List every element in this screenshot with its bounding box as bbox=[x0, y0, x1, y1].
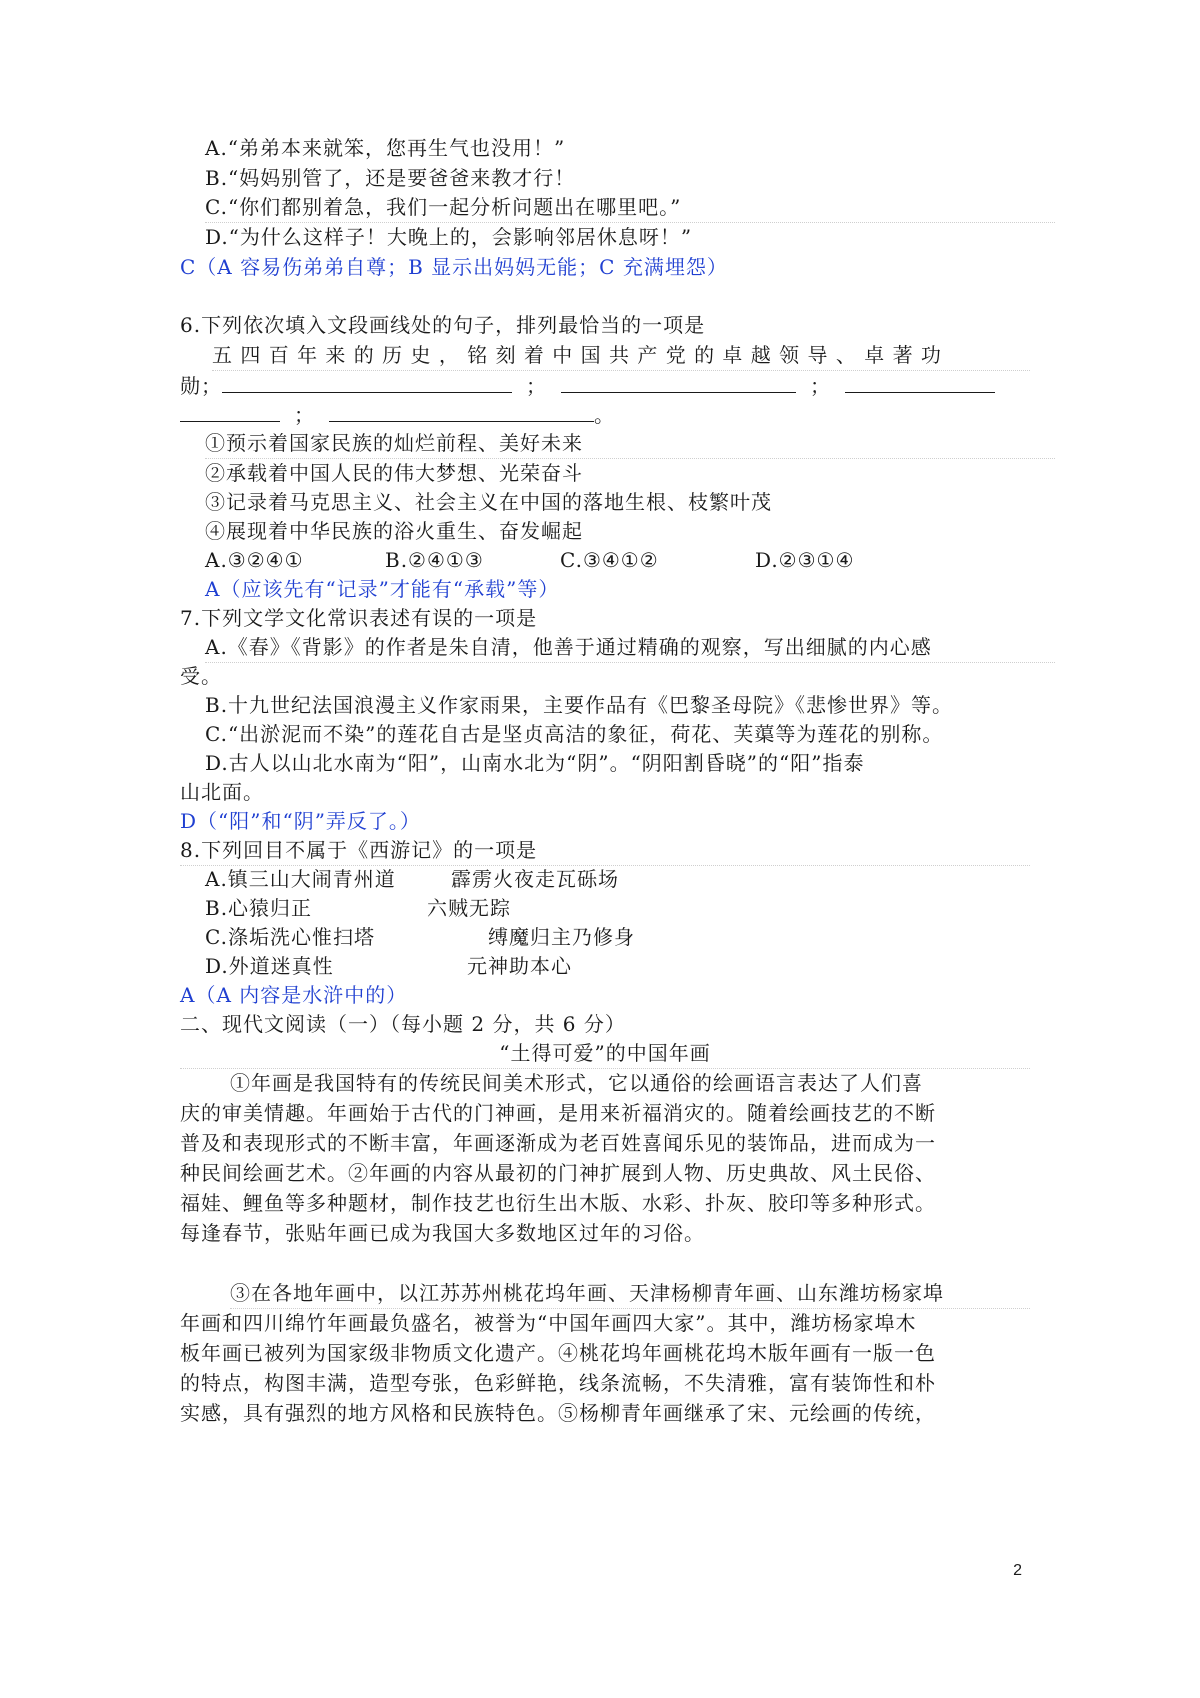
q6-blank-1 bbox=[222, 370, 512, 393]
paragraph2-line2: 年画和四川绵竹年画最负盛名，被誉为“中国年画四大家”。其中，潍坊杨家埠木 bbox=[180, 1311, 917, 1335]
q6-item-2: ②承载着中国人民的伟大梦想、光荣奋斗 bbox=[205, 461, 583, 485]
q6-option-b: B.②④①③ bbox=[385, 548, 484, 572]
section2-heading: 二、现代文阅读（一）（每小题 2 分，共 6 分） bbox=[180, 1012, 626, 1036]
page-number: 2 bbox=[1013, 1562, 1022, 1579]
q8-option-c-part1: C.涤垢洗心惟扫塔 bbox=[205, 925, 375, 949]
q6-item-1: ①预示着国家民族的灿烂前程、美好未来 bbox=[205, 428, 1055, 459]
q5-option-d: D.“为什么这样子！大晚上的，会影响邻居休息呀！” bbox=[205, 225, 693, 249]
q6-sep-3: ； bbox=[294, 403, 315, 427]
q5-option-a: A.“弟弟本来就笨，您再生气也没用！” bbox=[205, 136, 566, 160]
q7-option-a-line1: A.《春》《背影》的作者是朱自清，他善于通过精确的观察，写出细腻的内心感 bbox=[205, 632, 1055, 663]
q8-option-d-part1: D.外道迷真性 bbox=[205, 954, 334, 978]
q6-blank-4 bbox=[329, 399, 594, 422]
q7-option-d-line2: 山北面。 bbox=[180, 780, 264, 804]
q5-option-c: C.“你们都别着急，我们一起分析问题出在哪里吧。” bbox=[205, 192, 1055, 223]
q8-answer: A（A 内容是水浒中的） bbox=[180, 983, 408, 1007]
q8-option-b-part1: B.心猿归正 bbox=[205, 896, 313, 920]
q6-blank-3b bbox=[180, 399, 280, 422]
paragraph1-line6: 每逢春节，张贴年画已成为我国大多数地区过年的习俗。 bbox=[180, 1221, 705, 1245]
paragraph2-line1: ③在各地年画中，以江苏苏州桃花坞年画、天津杨柳青年画、山东潍坊杨家埠 bbox=[230, 1278, 1030, 1309]
q6-sep-1: ； bbox=[526, 374, 547, 398]
q7-stem: 7.下列文学文化常识表述有误的一项是 bbox=[180, 606, 538, 630]
q7-option-d-line1: D.古人以山北水南为“阳”，山南水北为“阴”。“阴阳割昏晓”的“阳”指泰 bbox=[205, 751, 865, 775]
q6-sep-2: ； bbox=[810, 374, 831, 398]
q8-option-c-part2: 缚魔归主乃修身 bbox=[488, 925, 635, 949]
q6-passage-line3 bbox=[180, 399, 1030, 430]
q6-blank-2 bbox=[561, 370, 796, 393]
q6-passage-line2 bbox=[180, 370, 1030, 401]
q6-blank-3a bbox=[845, 370, 995, 393]
q6-item-3: ③记录着马克思主义、社会主义在中国的落地生根、枝繁叶茂 bbox=[205, 490, 772, 514]
paragraph1-line3: 普及和表现形式的不断丰富，年画逐渐成为老百姓喜闻乐见的装饰品，进而成为一 bbox=[180, 1131, 936, 1155]
paragraph2-line5: 实感，具有强烈的地方风格和民族特色。⑤杨柳青年画继承了宋、元绘画的传统， bbox=[180, 1401, 936, 1425]
q7-option-a-line2: 受。 bbox=[180, 664, 222, 688]
q7-option-c: C.“出淤泥而不染”的莲花自古是坚贞高洁的象征，荷花、芙蕖等为莲花的别称。 bbox=[205, 722, 944, 746]
q6-option-a: A.③②④① bbox=[205, 548, 304, 572]
paragraph2-line3: 板年画已被列为国家级非物质文化遗产。④桃花坞年画桃花坞木版年画有一版一色 bbox=[180, 1341, 936, 1365]
paragraph1-line1: ①年画是我国特有的传统民间美术形式，它以通俗的绘画语言表达了人们喜 bbox=[230, 1071, 923, 1095]
q6-passage-line1: 五 四 百 年 来 的 历 史 ， 铭 刻 着 中 国 共 产 党 的 卓 越 领 导 、 卓 著 功 bbox=[212, 340, 1030, 371]
q6-option-d: D.②③①④ bbox=[755, 548, 855, 572]
q6-passage-start: 勋； bbox=[180, 374, 222, 398]
paragraph1-line4: 种民间绘画艺术。②年画的内容从最初的门神扩展到人物、历史典故、风土民俗、 bbox=[180, 1161, 936, 1185]
q5-answer: C（A 容易伤弟弟自尊；B 显示出妈妈无能；C 充满埋怨） bbox=[180, 255, 728, 279]
q7-answer: D（“阳”和“阴”弄反了。） bbox=[180, 809, 421, 833]
q6-end: 。 bbox=[594, 403, 615, 427]
article-title: “土得可爱”的中国年画 bbox=[180, 1038, 1030, 1069]
q8-option-b-part2: 六贼无踪 bbox=[427, 896, 511, 920]
q7-option-b: B.十九世纪法国浪漫主义作家雨果，主要作品有《巴黎圣母院》《悲惨世界》等。 bbox=[205, 693, 954, 717]
q8-option-a-part2: 霹雳火夜走瓦砾场 bbox=[451, 867, 619, 891]
q6-option-c: C.③④①② bbox=[560, 548, 659, 572]
q6-stem: 6.下列依次填入文段画线处的句子，排列最恰当的一项是 bbox=[180, 313, 706, 337]
paragraph2-line4: 的特点，构图丰满，造型夸张，色彩鲜艳，线条流畅，不失清雅，富有装饰性和朴 bbox=[180, 1371, 936, 1395]
q5-option-b: B.“妈妈别管了，还是要爸爸来教才行！ bbox=[205, 166, 576, 190]
paragraph1-line2: 庆的审美情趣。年画始于古代的门神画，是用来祈福消灾的。随着绘画技艺的不断 bbox=[180, 1101, 936, 1125]
paragraph1-line5: 福娃、鲤鱼等多种题材，制作技艺也衍生出木版、水彩、扑灰、胶印等多种形式。 bbox=[180, 1191, 936, 1215]
q6-answer: A（应该先有“记录”才能有“承载”等） bbox=[205, 577, 560, 601]
q6-item-4: ④展现着中华民族的浴火重生、奋发崛起 bbox=[205, 519, 583, 543]
q8-option-a-part1: A.镇三山大闹青州道 bbox=[205, 867, 396, 891]
q8-stem: 8.下列回目不属于《西游记》的一项是 bbox=[180, 835, 1030, 866]
q8-option-d-part2: 元神助本心 bbox=[467, 954, 572, 978]
